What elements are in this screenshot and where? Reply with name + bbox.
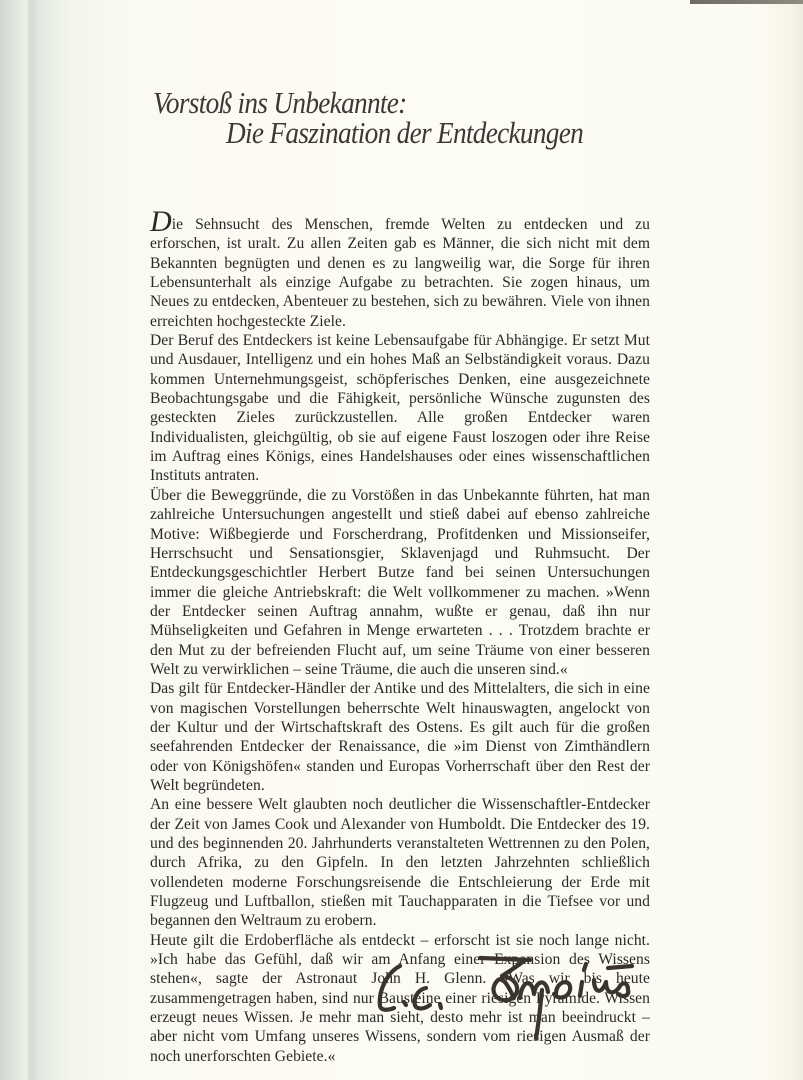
paragraph-1 [150,205,650,331]
title-line-2: Die Faszination der Entdeckungen [226,115,584,150]
author-signature [370,950,700,1040]
paragraph-2: Der Beruf des Entdeckers ist keine Lebensaufgabe für Abhängige. Er setzt Mut und Ausdauer, Intelligenz und ein hohes Maß an Selbständigkeit voraus. Dazu kommen Unternehmungsgeist, schöpferisches Denken, eine ausgezeichnete Beobachtungsgabe und die Fähigkeit, persönliche Wünsche zugunsten des gesteckten Zieles zurückzustellen. Alle großen Entdecker waren Individualisten, gleichgültig, ob sie auf eigene Faust loszogen oder ihre Reise im Auftrag eines Königs, eines Handelshauses oder eines wissenschaftlichen Instituts antraten. [150,332,650,485]
signature-icon [370,950,700,1040]
paragraph-5: An eine bessere Welt glaubten noch deutlicher die Wissenschaftler-Entdecker der Zeit von James Cook und Alexander von Humboldt. Die Entdecker des 19. und des beginnenden 20. Jahrhunderts veranstalteten Wettrennen zu den Polen, durch Afrika, zu den Gipfeln. In den letzten Jahrzehnten schließlich vollendeten moderne Forschungsreisende die Entschleierung der Erde mit Flugzeug und Luftballon, stießen mit Tauchapparaten in die Tiefsee vor und begannen den Weltraum zu erobern. [150,796,650,930]
drop-initial: D [150,205,172,238]
chapter-title [153,85,584,150]
title-line-1: Vorstoß ins Unbekannte: [153,85,407,120]
paragraph-1-text: ie Sehnsucht des Menschen, fremde Welten zu entdecken und zu erforschen, ist uralt. Zu allen Zeiten gab es Männer, die sich nicht mit dem Bekannten begnügten und denen es zu langweilig war, die Sorge für ihren Lebensunterhalt als einzige Aufgabe zu betrachten. Sie zogen hinaus, um Neues zu entdecken, Abenteuer zu bestehen, sich zu bewähren. Viele von ihnen erreichten hochgesteckte Ziele. [150,216,650,330]
page-top-edge-shadow [690,0,803,4]
body-text [150,205,650,1066]
paragraph-3: Über die Beweggründe, die zu Vorstößen in das Unbekannte führten, hat man zahlreiche Untersuchungen angestellt und stieß dabei auf ebenso zahlreiche Motive: Wißbegierde und Forscherdrang, Profitdenken und Missionseifer, Herrschsucht und Sensationsgier, Sklavenjagd und Ruhmsucht. Der Entdeckungsgeschichtler Herbert Butze fand bei seinen Untersuchungen immer die gleiche Antriebskraft: die Welt vollkommener zu machen. »Wenn der Entdecker seinen Auftrag annahm, wußte er genau, daß ihn nur Mühseligkeiten und Gefahren in Menge erwarteten . . . Trotzdem brachte er den Mut zu der befreienden Flucht auf, um seine Träume von einer besseren Welt zu verwirklichen – seine Träume, die auch die unseren sind.« [150,486,650,678]
paragraph-6: Heute gilt die Erdoberfläche als entdeckt – erforscht ist sie noch lange nicht. »Ich habe das Gefühl, daß wir am Anfang einer Expansion des Wissens stehen«, sagte der Astronaut John H. Glenn. »Was wir bis heute zusammengetragen haben, sind nur Bausteine einer riesigen Pyramide. Wissen erzeugt neues Wissen. Je mehr man sieht, desto mehr ist man beeindruckt – aber nicht vom Umfang unseres Wissens, sondern vom riesigen Ausmaß der noch unerforschten Gebiete.« [150,931,650,1065]
paragraph-4: Das gilt für Entdecker-Händler der Antike und des Mittelalters, die sich in eine von magischen Vorstellungen beherrschte Welt hinauswagten, angelockt von der Kultur und der Wirtschaftskraft des Ostens. Es gilt auch für die großen seefahrenden Entdecker der Renaissance, die »im Dienst von Zimthändlern oder von Königshöfen« standen und Europas Vorherrschaft über den Rest der Welt begründeten. [150,680,650,794]
